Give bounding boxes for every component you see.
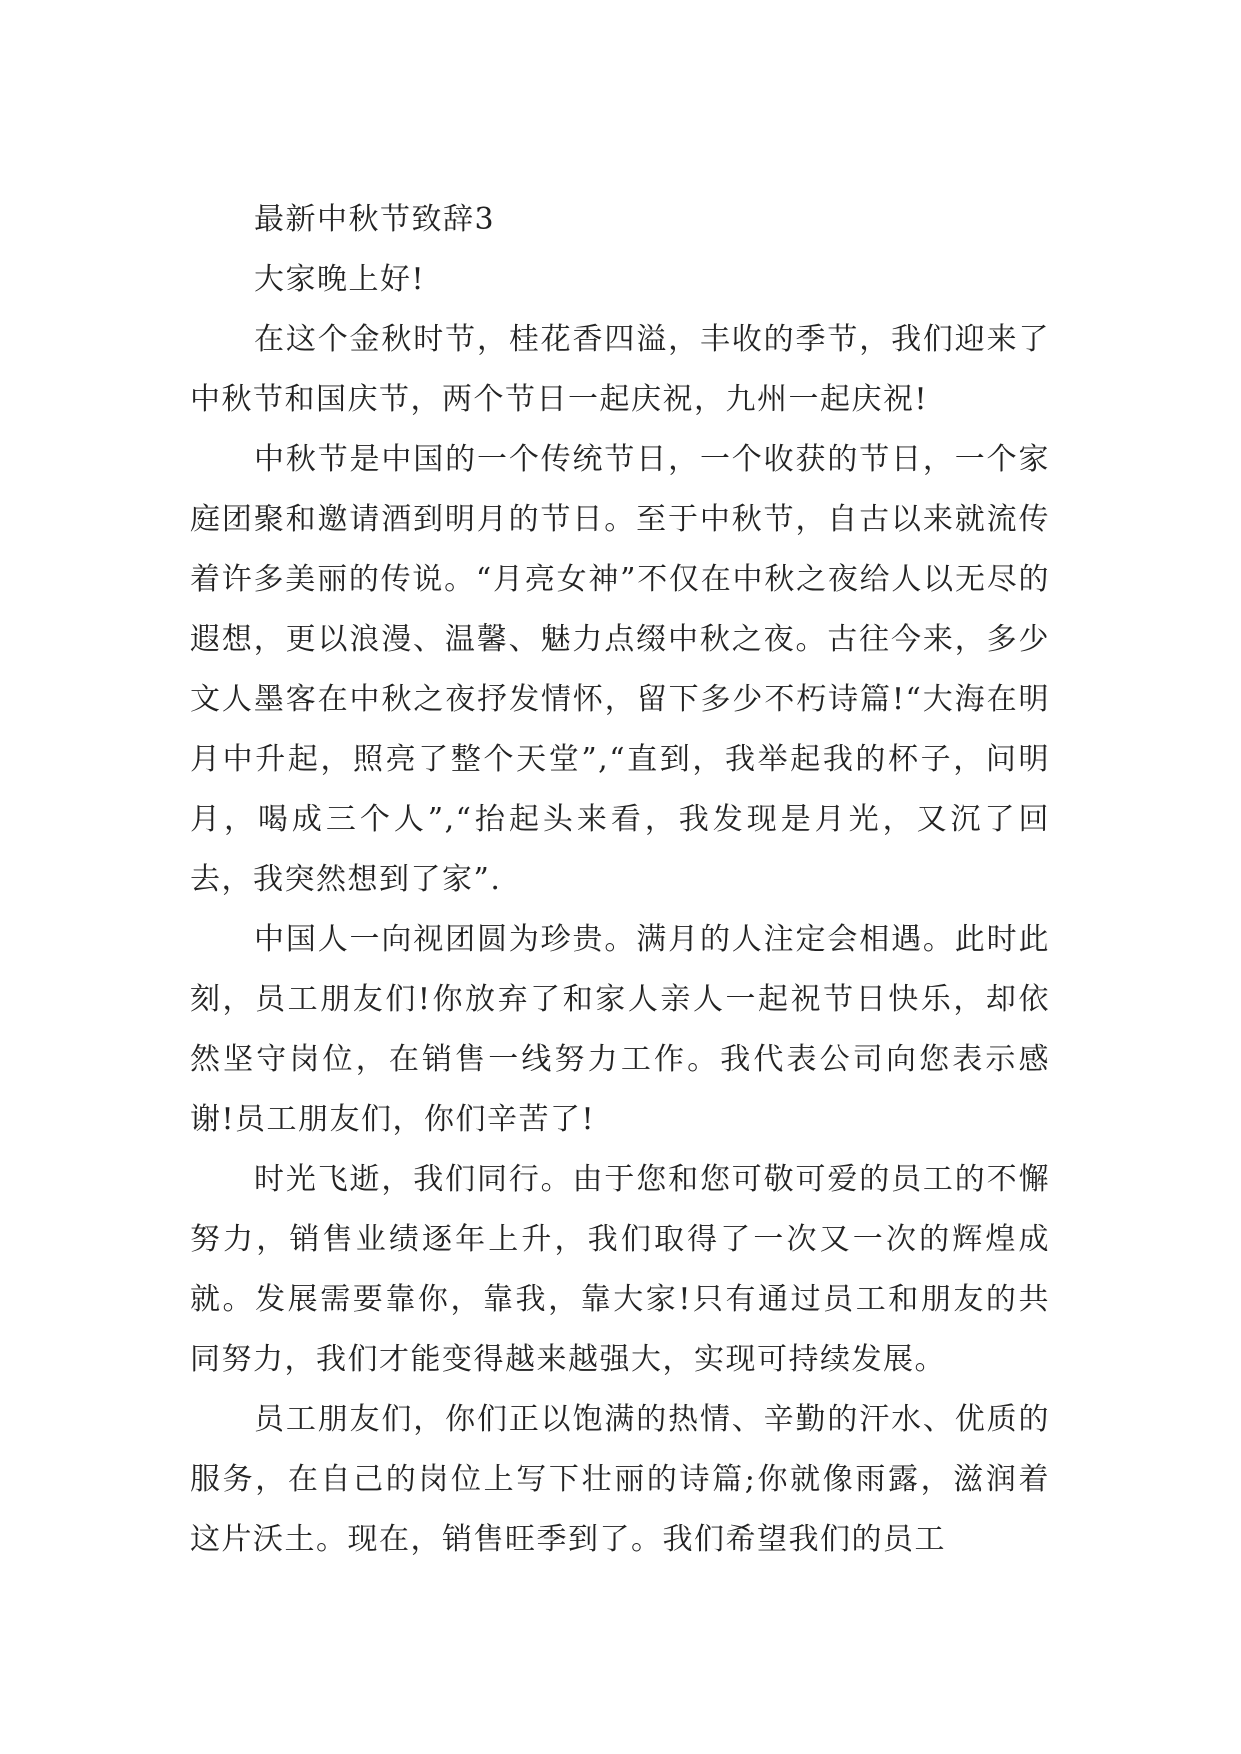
document-body (190, 190, 1050, 1570)
body-paragraph: 中国人一向视团圆为珍贵。满月的人注定会相遇。此时此刻，员工朋友们!你放弃了和家人亲人一起祝节日快乐，却依然坚守岗位，在销售一线努力工作。我代表公司向您表示感谢!员工朋友们，你们辛苦了! (190, 922, 1050, 1137)
body-paragraph: 中秋节是中国的一个传统节日，一个收获的节日，一个家庭团聚和邀请酒到明月的节日。至于中秋节，自古以来就流传着许多美丽的传说。“月亮女神”不仅在中秋之夜给人以无尽的遐想，更以浪漫、温馨、魅力点缀中秋之夜。古往今来，多少文人墨客在中秋之夜抒发情怀，留下多少不朽诗篇!“大海在明月中升起，照亮了整个天堂”,“直到，我举起我的杯子，问明月，喝成三个人”,“抬起头来看，我发现是月光，又沉了回去，我突然想到了家”. (190, 442, 1050, 897)
body-paragraph: 在这个金秋时节，桂花香四溢，丰收的季节，我们迎来了中秋节和国庆节，两个节日一起庆祝，九州一起庆祝! (190, 322, 1050, 417)
body-paragraph: 时光飞逝，我们同行。由于您和您可敬可爱的员工的不懈努力，销售业绩逐年上升，我们取得了一次又一次的辉煌成就。发展需要靠你，靠我，靠大家!只有通过员工和朋友的共同努力，我们才能变得越来越强大，实现可持续发展。 (190, 1162, 1050, 1377)
greeting-paragraph: 大家晚上好! (254, 262, 426, 297)
document-title: 最新中秋节致辞3 (254, 202, 496, 237)
body-paragraph: 员工朋友们，你们正以饱满的热情、辛勤的汗水、优质的服务，在自己的岗位上写下壮丽的诗篇;你就像雨露，滋润着这片沃土。现在，销售旺季到了。我们希望我们的员工 (190, 1402, 1050, 1557)
